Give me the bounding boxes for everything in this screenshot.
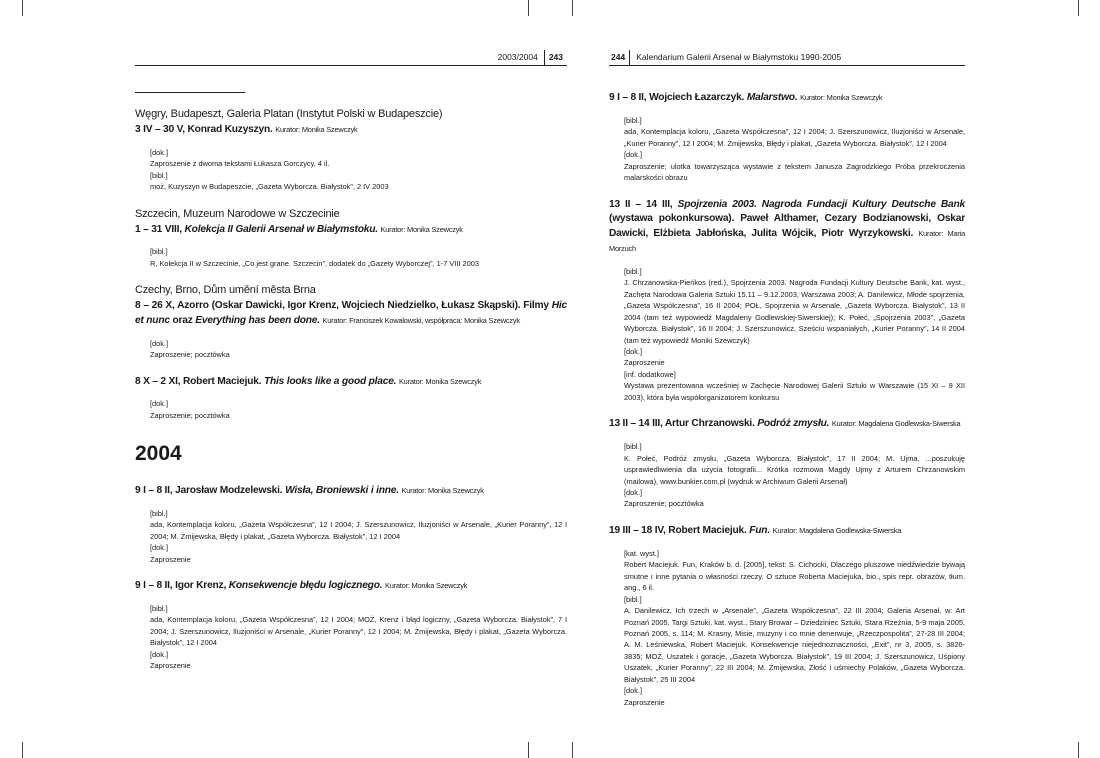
event-title: Konsekwencje błędu logicznego. (228, 579, 383, 591)
note-line: Zaproszenie; pocztówka (150, 350, 230, 360)
event-notes (150, 246, 567, 269)
event-title: Wisła, Broniewski i inne. (285, 484, 399, 496)
event-dates: 3 IV – 30 V, Konrad Kuzyszyn. (135, 123, 273, 135)
right-content (609, 91, 965, 722)
curator: Kurator: Monika Szewczyk (398, 376, 482, 386)
event-title: Everything has been done. (195, 314, 320, 326)
note-line: [bibl.] (624, 115, 642, 125)
event-heading (135, 299, 567, 329)
note-line: Robert Maciejuk. Fun, Kraków b. d. [2005], tekst: S. Cichocki, Dlaczego pluszowe niedźwiedzie bywają smutne i inne pytania o własności rzeczy. O sztuce Roberta Maciejuka, bio., spis repr. obrazów, tłum. ang., 6 il. (624, 560, 965, 593)
curator: Kurator: Maria Morzuch (609, 229, 966, 253)
note-line: [dok.] (150, 543, 169, 553)
event-notes (150, 398, 567, 421)
note-line: Zaproszenie z dwoma tekstami Łukasza Gorczycy, 4 il. (150, 159, 330, 169)
left-page (135, 0, 567, 758)
event-title: Hic et nunc (135, 300, 567, 326)
event-conjunction: oraz (172, 314, 193, 326)
event-dates: 8 X – 2 XI, Robert Maciejuk. (135, 375, 262, 387)
curator: Kurator: Monika Szewczyk (275, 124, 358, 134)
event-dates: 9 I – 8 II, Igor Krenz, (135, 579, 227, 591)
venue: Szczecin, Muzeum Narodowe w Szczecinie (135, 207, 340, 220)
event-dates: 8 – 26 X, Azorro (Oskar Dawicki, Igor Krenz, Wojciech Niedzielko, Łukasz Skąpski). Filmy (135, 300, 549, 312)
event-title: Spojrzenia 2003. Nagroda Fundacji Kultury Deutsche Bank (677, 198, 965, 210)
event-title: Kolekcja II Galerii Arsenał w Białymstoku. (184, 223, 378, 235)
event-notes (624, 266, 965, 404)
event-heading (135, 375, 567, 390)
curator: Kurator: Monika Szewczyk (380, 224, 463, 234)
page-number: 243 (548, 52, 563, 63)
curator: Kurator: Monika Szewczyk (401, 485, 484, 495)
event-heading (135, 223, 567, 238)
header-text: Kalendarium Galerii Arsenał w Białymstoku 1990-2005 (636, 52, 842, 63)
event-dates: 1 – 31 VIII, (135, 223, 182, 235)
note-line: [bibl.] (624, 594, 642, 604)
event-heading (609, 91, 965, 106)
note-line: [dok.] (150, 649, 169, 659)
crop-mark (1078, 0, 1079, 16)
event-title: Podróż zmysłu. (757, 418, 830, 430)
right-page (609, 0, 965, 758)
curator: Kurator: Monika Szewczyk (800, 93, 883, 102)
event-heading (609, 524, 965, 539)
note-line: [bibl.] (624, 442, 642, 452)
event-notes (150, 508, 567, 565)
page-header (135, 50, 567, 66)
event-heading (135, 484, 567, 499)
event-heading (135, 579, 567, 594)
note-line: [bibl.] (624, 266, 642, 276)
note-line: [dok.] (150, 399, 169, 409)
note-line: Wystawa prezentowana wcześniej w Zachęcie Narodowej Galerii Sztuki w Warszawie (15 XI – 9 XII 2003), która była współorganizatorem konkursu (624, 381, 965, 402)
note-line: [dok.] (624, 347, 643, 356)
event-notes (150, 603, 567, 672)
event-heading (609, 417, 965, 432)
page-number: 244 (611, 52, 626, 63)
note-line: ada, Kontemplacja koloru, „Gazeta Współczesna”, 12 I 2004; J. Szerszunowicz, Iluzjoniści w Arsenale, „Kurier Poranny”, 12 I 2004; M. Żmijewska, Błędy i plakat, „Gazeta Wyborcza. Białystok”, 12 I 2004 (624, 127, 965, 148)
crop-mark (572, 742, 573, 758)
crop-mark (22, 0, 23, 16)
header-text: 2003/2004 (497, 52, 538, 63)
venue: Węgry, Budapeszt, Galeria Platan (Instytut Polski w Budapeszcie) (135, 108, 443, 120)
note-line: ada, Kontemplacja koloru, „Gazeta Współczesna”, 12 I 2004; J. Szerszunowicz, Iluzjoniści w Arsenale, „Kurier Poranny”, 12 I 2004; M. Żmijewska, Błędy i plakat, „Gazeta Wyborcza. Białystok”, 12 I 2004 (150, 520, 567, 541)
note-line: J. Chrzanowska-Pieńkos (red.), Spojrzenia 2003. Nagroda Fundacji Kultury Deutsche Bank, kat. wyst., Zachęta Narodowa Galeria Sztuki 15.11 – 9.12.2003, Warszawa 2003; A. Danilewicz, Młode spojrzenia, „Gazeta Współczesna”, 16 II 2004; POŁ, Spojrzenia w Arsenale, „Gazeta Wyborcza. Białystok”, 13 II 2004 (tam też wypowiedź Magdaleny Godlewskiej-Siwerskiej); K. Połeć, „Spojrzenia 2003”, „Gazeta Wyborcza. Białystok”, 16 II 2004; J. Szerszunowicz, Sześciu wspaniałych, „Kurier Poranny”, 14 II 2004 (tam też wypowiedź Moniki Szewczyk) (624, 278, 965, 345)
note-line: A. Danilewicz, Ich trzech w „Arsenale”, „Gazeta Współczesna”, 22 III 2004; Galeria Arsenał, w: Art Poznań 2005. Targi Sztuki, kat. wyst., Stary Browar – Dziedziniec Sztuki, Stara Rzeźnia, 5-9 maja 2005, Poznań 2005, s. 114; M. Krasny, Misie, muzyny i co mnie denerwuje, „Rzeczpospolita”, 27-28 III 2004; A. M. Leśniewska, Robert Maciejuk. Konsekwencje niejednoznaczności, „Exit”, nr 3, 2005, s. 3826-3835; MOŻ, Uszatek i goracje, „Gazeta Wyborcza. Białystok”, 19 III 2004; J. Szerszunowicz, Uśpiony Uszatek, „Kurier Poranny”, 22 III 2004; M. Żmijewska, Złość i uśmiechy Polaków, „Gazeta Wyborcza. Białystok”, 25 III 2004 (624, 606, 965, 684)
event-heading (135, 123, 567, 138)
event-dates: 13 II – 14 III, (609, 198, 673, 210)
note-line: moż, Kuzyszyn w Budapeszcie, „Gazeta Wyborcza. Białystok”, 2 IV 2003 (150, 182, 389, 192)
event-notes (624, 548, 965, 709)
note-line: [kat. wyst.] (624, 548, 659, 558)
year-heading: 2004 (135, 442, 182, 466)
note-line: [dok.] (624, 488, 643, 497)
note-line: [dok.] (624, 150, 643, 160)
event-dates: 19 III – 18 IV, Robert Maciejuk. (609, 524, 747, 536)
event-dates: 9 I – 8 II, Wojciech Łazarczyk. (609, 92, 745, 103)
note-line: K. Połeć, Podróż zmysłu, „Gazeta Wyborcza. Białystok”, 17 II 2004; M. Ujma, ...poszukuję usprawiedliwienia dla użycia fotografii... Krótka rozmowa Magdy Ujmy z Arturem Chrzanowskim (mailowa), www.bunkier.com.pl (wydruk w Archiwum Galerii Arsenał) (624, 453, 965, 486)
event-title: Fun. (749, 524, 770, 536)
event-dates: 9 I – 8 II, Jarosław Modzelewski. (135, 484, 283, 496)
note-line: Zaproszenie; ulotka towarzysząca wystawie z tekstem Janusza Zagrodzkiego Próba przekroczenia malarskości obrazu (624, 161, 965, 183)
section-rule (135, 92, 245, 93)
event-title: Malarstwo. (746, 92, 798, 103)
note-line: [bibl.] (150, 508, 168, 518)
note-line: ada, Kontemplacja koloru, „Gazeta Współczesna”, 12 I 2004; MOŻ, Krenz i błąd logiczny, „Gazeta Wyborcza. Białystok”, 7 I 2004; J. Szerszunowicz, Iluzjoniści w Arsenale, „Kurier Poranny”, 12 I 2004; M. Żmijewska, Błędy i plakat, „Gazeta Wyborcza. Białystok”, 12 I 2004 (150, 615, 567, 648)
crop-mark (1078, 742, 1079, 758)
note-line: [dok.] (150, 338, 169, 348)
note-line: Zaproszenie; pocztówka (624, 499, 704, 509)
note-line: [dok.] (150, 147, 169, 157)
event-heading (609, 198, 965, 257)
event-participants: (wystawa pokonkursowa). Paweł Althamer, Cezary Bodzianowski, Oskar Dawicki, Elżbieta Jabłońska, Julita Wójcik, Piotr Wyrzykowski. (609, 213, 965, 240)
event-dates: 13 II – 14 III, Artur Chrzanowski. (609, 418, 755, 430)
note-line: Zaproszenie (624, 358, 665, 368)
note-line: Zaproszenie; pocztówka (150, 410, 230, 420)
curator: Kurator: Franciszek Kowalowski, współpraca: Monika Szewczyk (322, 315, 520, 325)
left-content (135, 92, 567, 686)
page-header (609, 50, 965, 66)
crop-mark (572, 0, 573, 16)
note-line: Zaproszenie (150, 661, 191, 671)
event-notes (624, 115, 965, 184)
note-line: R, Kolekcja II w Szczecinie, „Co jest grane. Szczecin”, dodatek do „Gazety Wyborczej”, 1-7 VIII 2003 (150, 258, 479, 268)
event-title: This looks like a good place. (263, 375, 397, 387)
event-notes (624, 441, 965, 510)
crop-mark (22, 742, 23, 758)
note-line: [bibl.] (150, 247, 168, 257)
note-line: [bibl.] (150, 170, 168, 180)
note-line: Zaproszenie (624, 697, 665, 707)
curator: Kurator: Monika Szewczyk (385, 580, 468, 590)
note-line: Zaproszenie (150, 554, 191, 564)
event-notes (150, 147, 567, 193)
note-line: [bibl.] (150, 603, 168, 613)
venue: Czechy, Brno, Dům umění města Brna (135, 284, 316, 297)
note-line: [inf. dodatkowe] (624, 369, 676, 379)
curator: Kurator: Magdalena Godlewska-Siwerska (772, 525, 902, 535)
note-line: [dok.] (624, 686, 643, 696)
curator: Kurator: Magdalena Godlewska-Siwerska (831, 419, 961, 429)
event-notes (150, 338, 567, 361)
